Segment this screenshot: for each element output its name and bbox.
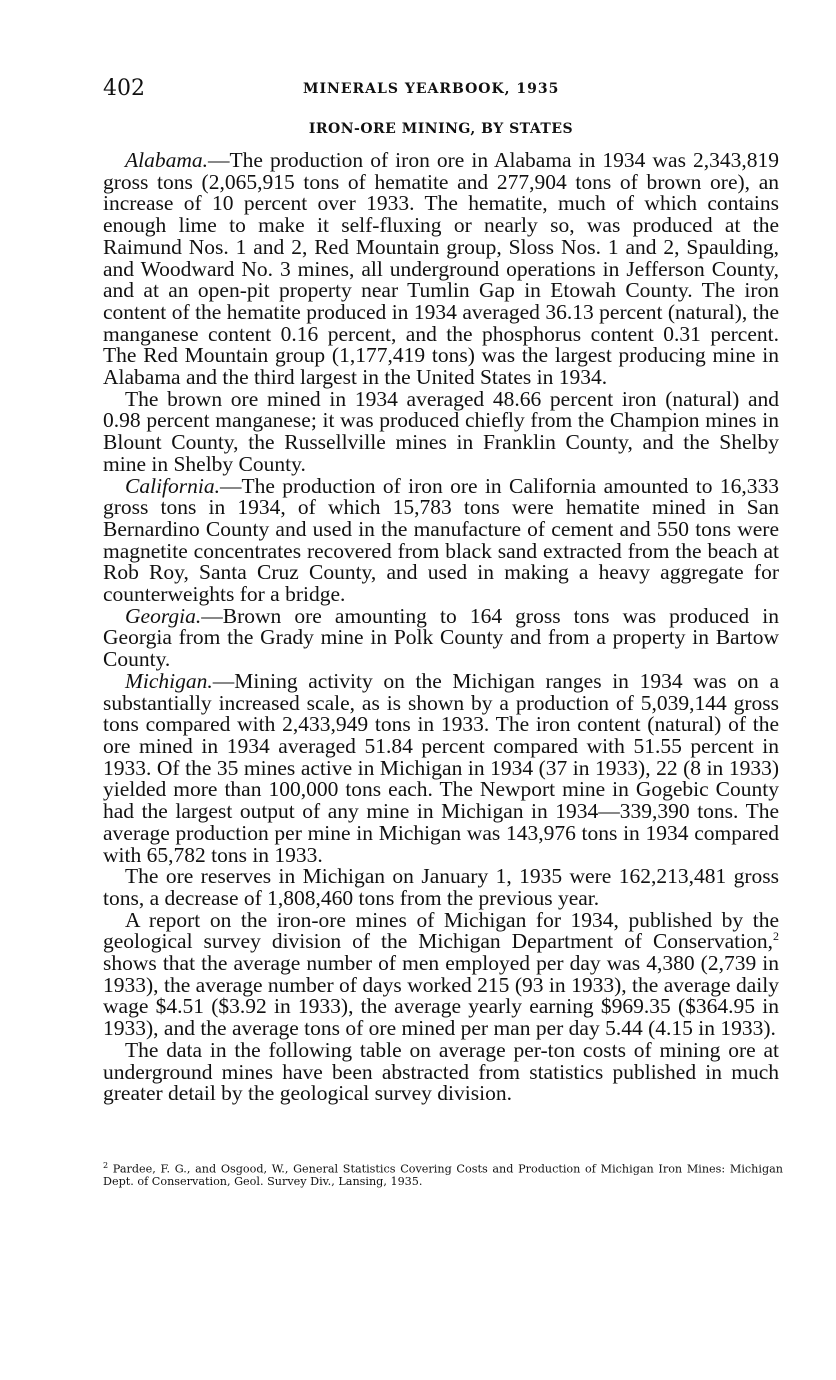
section-heading: IRON-ORE MINING, BY STATES <box>308 121 574 137</box>
state-lead-california: California. <box>125 473 220 498</box>
paragraph-georgia <box>103 603 779 672</box>
paragraph-text-continued: shows that the average number of men employed per day was 4,380 (2,739 in 1933), the average number of days worked 215 (93 in 1933), the average daily wage $4.51 ($3.92 in 1933), the average yearly earning $969.35 ($364.95 in 1933), and the average tons of ore mined per man per day 5.44 (4.15 in 1933). <box>103 951 779 1041</box>
state-lead-michigan: Michigan. <box>125 668 213 693</box>
paragraph-table-intro <box>103 1037 779 1106</box>
page-number: 402 <box>103 76 145 101</box>
paragraph-text: The brown ore mined in 1934 averaged 48.66 percent iron (natural) and 0.98 percent manganese; it was produced chiefly from the Champion mines in Blount County, the Russellville mines in Franklin County, and the Shelby mine in Shelby County. <box>103 386 779 476</box>
footnote-mark: 2 <box>103 1161 109 1170</box>
body-text <box>103 150 779 1105</box>
footnote-text: Pardee, F. G., and Osgood, W., General Statistics Covering Costs and Production of Michigan Iron Mines: Michigan Dept. of Conservation, Geol. Survey Div., Lansing, 1935. <box>103 1162 784 1189</box>
running-head <box>103 76 779 102</box>
paragraph-text: —The production of iron ore in California amounted to 16,333 gross tons in 1934, of which 15,783 tons were hematite mined in San Bernardino County and used in the manufacture of cement and 550 tons were magnetite concentrates recovered from black sand extracted from the beach at Rob Roy, Santa Cruz County, and used in making a heavy aggregate for counterweights for a bridge. <box>103 473 779 607</box>
paragraph-text: A report on the iron-ore mines of Michigan for 1934, published by the geological survey division of the Michigan Department of Conservation, <box>103 907 779 954</box>
footnote <box>103 1160 783 1189</box>
paragraph-michigan <box>103 668 779 867</box>
paragraph-text: —Mining activity on the Michigan ranges in 1934 was on a substantially increased scale, as is shown by a production of 5,039,144 gross tons compared with 2,433,949 tons in 1933. The iron content (natural) of the ore mined in 1934 averaged 51.84 percent compared with 51.55 percent in 1933. Of the 35 mines active in Michigan in 1934 (37 in 1933), 22 (8 in 1933) yielded more than 100,000 tons each. The Newport mine in Gogebic County had the largest output of any mine in Michigan in 1934—339,390 tons. The average production per mine in Michigan was 143,976 tons in 1934 compared with 65,782 tons in 1933. <box>103 668 779 867</box>
paragraph-ore-reserves <box>103 866 779 909</box>
paragraph-text: —Brown ore amounting to 164 gross tons was produced in Georgia from the Grady mine in Polk County and from a property in Bartow County. <box>103 603 779 672</box>
state-lead-alabama: Alabama. <box>125 148 209 172</box>
paragraph-text: —The production of iron ore in Alabama in 1934 was 2,343,819 gross tons (2,065,915 tons of hematite and 277,904 tons of brown ore), an increase of 10 percent over 1933. The hematite, much of which contains enough lime to make it self-fluxing or nearly so, was produced at the Raimund Nos. 1 and 2, Red Mountain group, Sloss Nos. 1 and 2, Spaulding, and Woodward No. 3 mines, all underground operations in Jefferson County, and at an open-pit property near Tumlin Gap in Etowah County. The iron content of the hematite produced in 1934 averaged 36.13 percent (natural), the manganese content 0.16 percent, and the phosphorus content 0.31 percent. The Red Mountain group (1,177,419 tons) was the largest producing mine in Alabama and the third largest in the United States in 1934. <box>103 148 779 390</box>
paragraph-california <box>103 473 779 607</box>
paragraph-brown-ore <box>103 386 779 476</box>
paragraph-alabama <box>103 150 779 389</box>
running-title: MINERALS YEARBOOK, 1935 <box>303 81 560 97</box>
state-lead-georgia: Georgia. <box>125 603 202 628</box>
paragraph-text: The data in the following table on average per-ton costs of mining ore at underground mines have been abstracted from statistics published in much greater detail by the geological survey division. <box>103 1037 779 1106</box>
paragraph-text: The ore reserves in Michigan on January 1, 1935 were 162,213,481 gross tons, a decrease of 1,808,460 tons from the previous year. <box>103 864 779 910</box>
footnote-reference[interactable]: 2 <box>773 929 779 944</box>
paragraph-report <box>103 907 779 1041</box>
